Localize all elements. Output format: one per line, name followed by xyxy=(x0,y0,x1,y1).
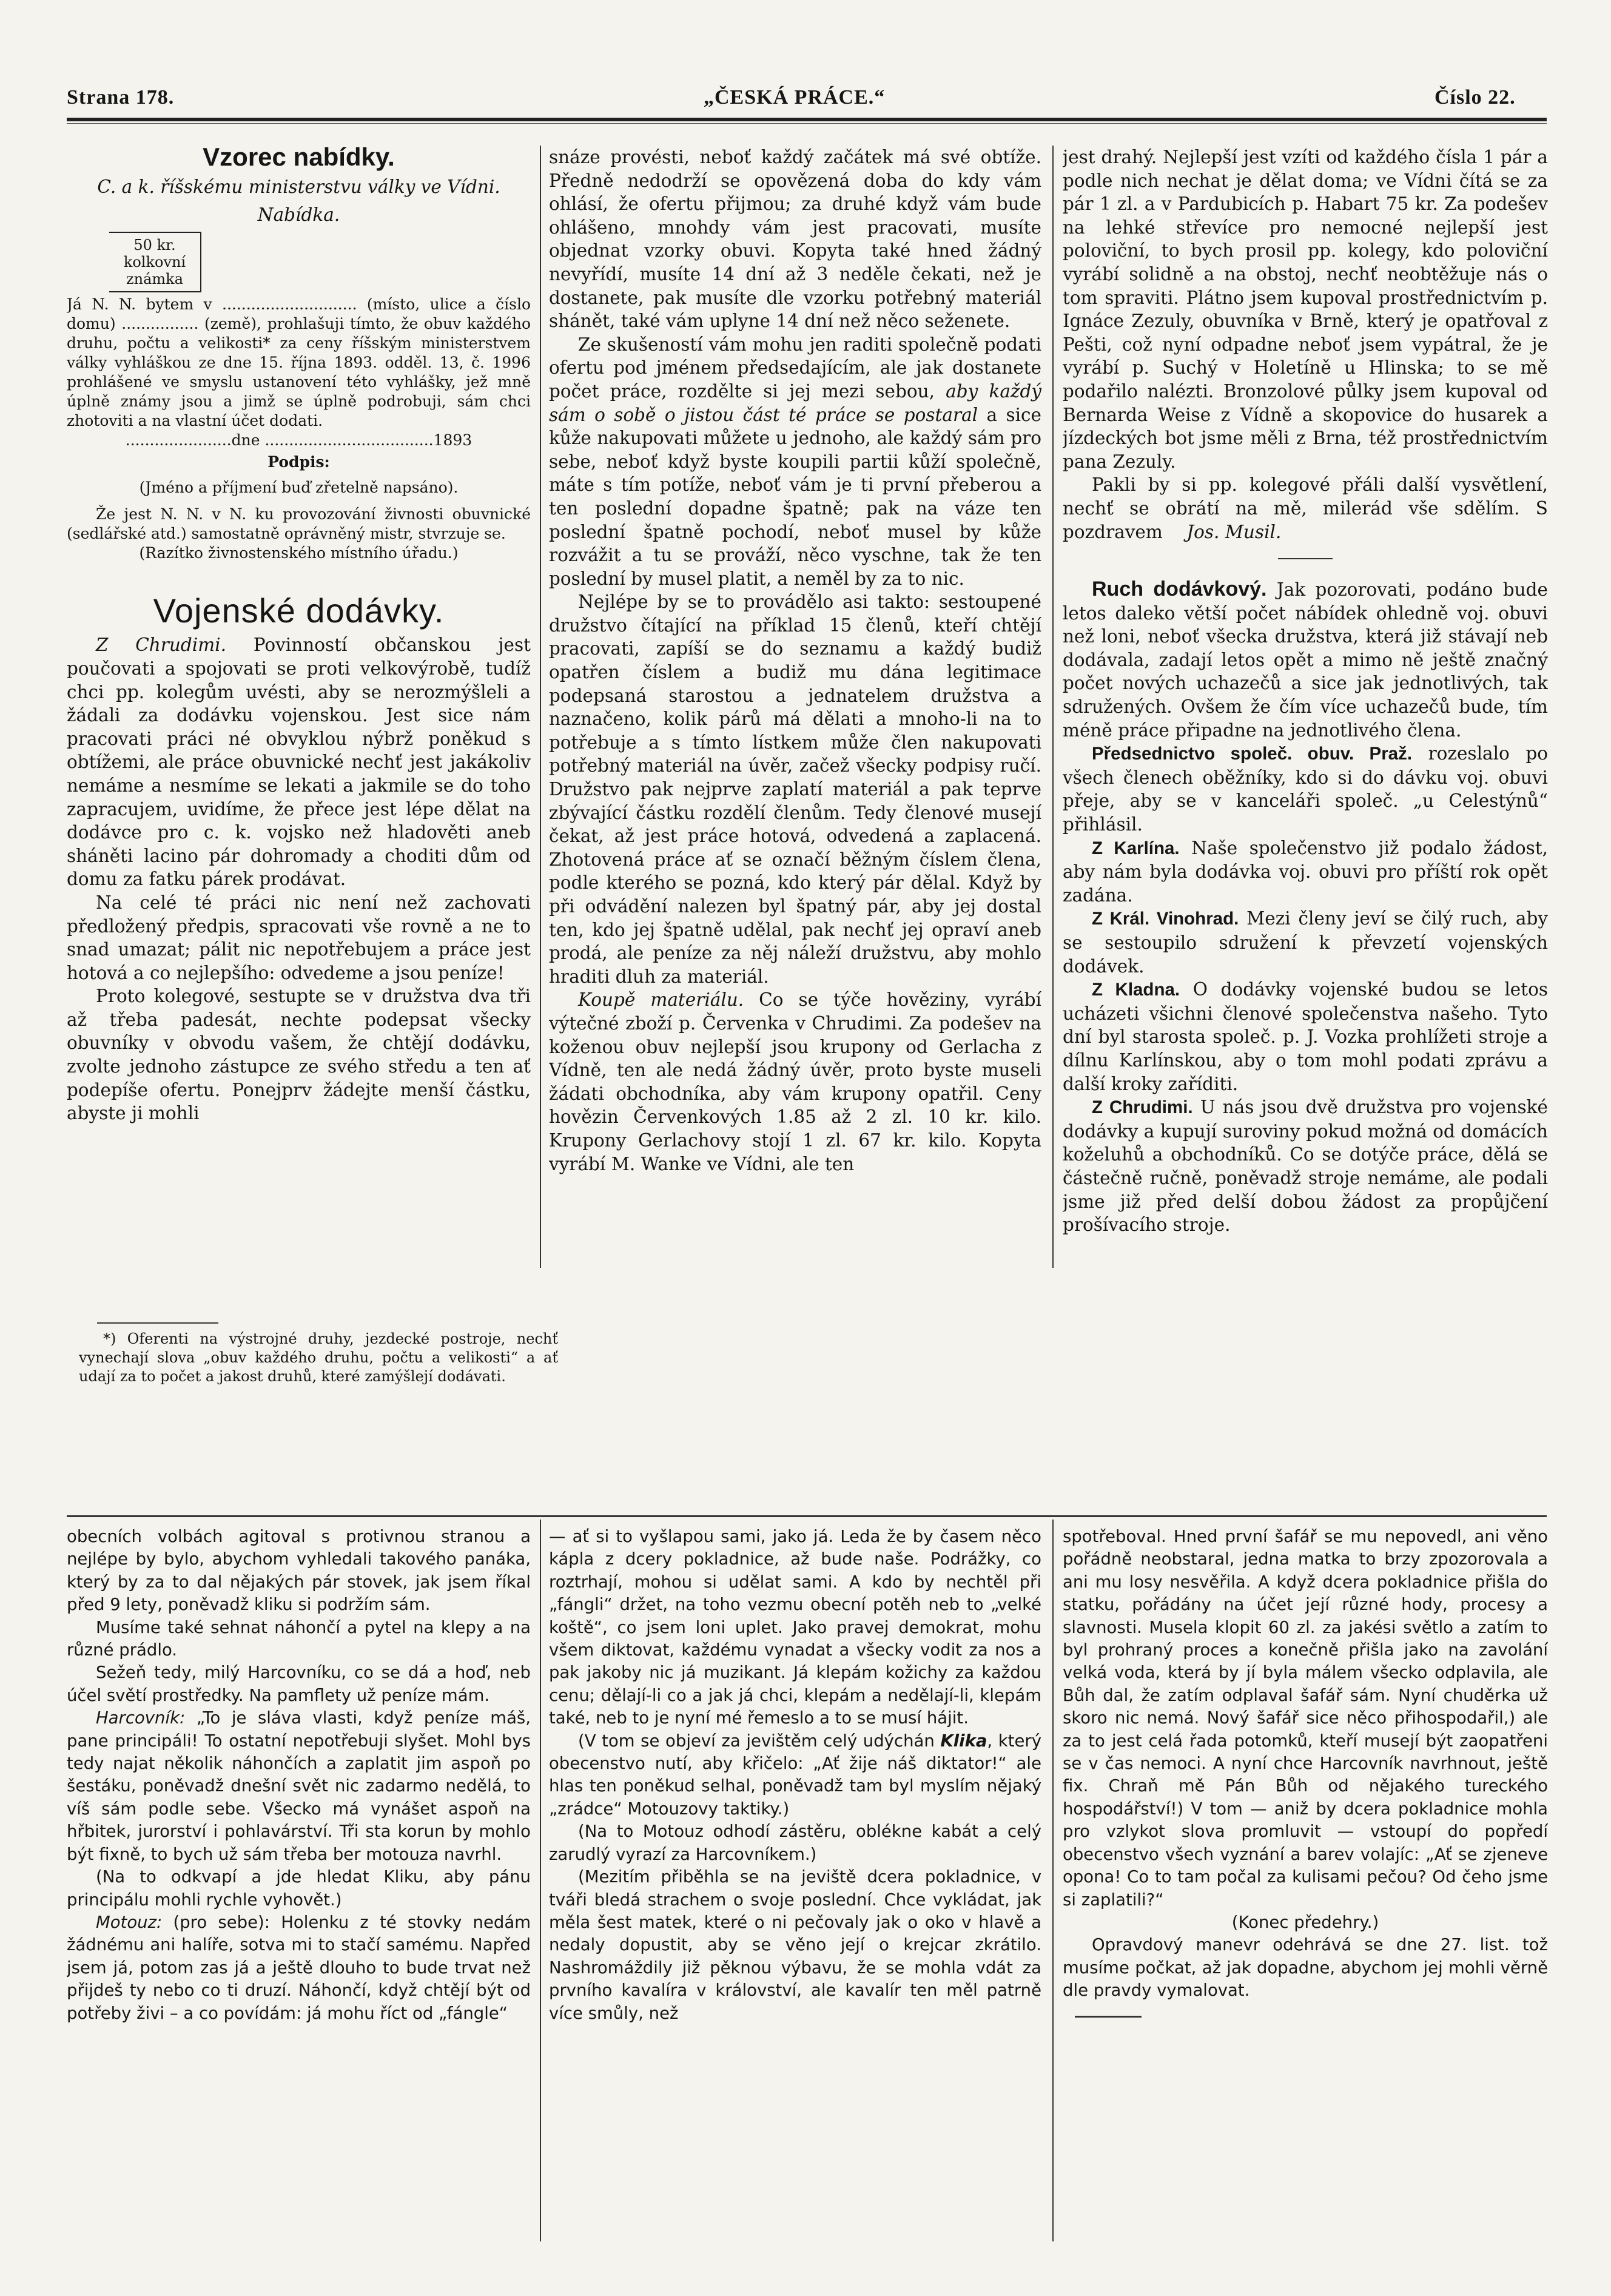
column-divider xyxy=(1052,1520,1054,2241)
column-divider xyxy=(1052,146,1054,1268)
story-paragraph: Opravdový manevr odehrává se dne 27. list. tož musíme počkat, až jak dopadne, abychom jej mohli věrně dle pravdy vymalovat. xyxy=(1063,1935,1548,2001)
article-paragraph: Na celé té práci nic není než zachovati předložený předpis, spracovati vše rovně a ne to snad umazat; pálit nic nepotřebujem a práce jest hotová a co nejlepšího: odvedeme a jsou peníze! xyxy=(67,892,531,983)
column-2 xyxy=(549,146,1041,1268)
dateline: Z Král. Vinohrad. xyxy=(1092,909,1239,929)
column-divider xyxy=(540,146,541,1268)
divider xyxy=(1278,558,1333,559)
story-paragraph xyxy=(67,1707,531,1866)
form-signature-note: (Jméno a příjmení buď zřetelně napsáno). xyxy=(139,478,459,496)
paragraph-text: „To je sláva vlasti, když peníze máš, pane principáli! To ostatní nepotřebuji slyšet. Mohl bys tedy najat několik náhončích a zaplatit jim aspoň po šestáku, poněvadž dnešní svět nic zadarmo nedělá, to víš sám podle sebe. Všecko má vynášet aspoň na hřbitek, jurorství i pohlavárství. Tři sta korun by mohlo být fixně, to bych už sám třeba ber motouza navrhl. xyxy=(67,1708,531,1864)
form-addressee: C. a k. říšskému ministerstvu války ve Vídni. xyxy=(97,176,500,197)
paragraph-text: U nás jsou dvě družstva pro vojenské dodávky a kupují suroviny pokud možná od domácích koželuhů a obchodníků. Co se dotýče práce, dělá se částečně ručně, poněvadž stroje nemáme, ale podali jsme již před delší dobou žádost za propůjčení prošívacího stroje. xyxy=(1063,1097,1548,1236)
section-heading: Vojenské dodávky. xyxy=(153,591,445,630)
end-rule xyxy=(1075,2016,1142,2018)
page-number: Strana 178. xyxy=(67,86,175,109)
lower-column-3 xyxy=(1063,1526,1548,2260)
paragraph-text: Co se týče hověziny, vyrábí výtečné zboží p. Červenka v Chrudimi. Za podešev na koženou obuv nejlepší jsou krupony od Gerlacha z Vídně, ten ale nedá žádný úvěr, proto byste museli žádati obchodníka, aby vám krupony opatřil. Ceny hovězin Červenkových 1.85 až 2 zl. 10 kr. kilo. Krupony Gerlachovy stojí 1 zl. 67 kr. kilo. Kopyta vyrábí M. Wanke ve Vídni, ale ten xyxy=(549,989,1041,1174)
header-rule-thin xyxy=(67,123,1547,124)
paragraph-text: Ze skušeností vám mohu jen raditi společně podati ofertu pod jménem předsedajícím, ale jak dostanete počet práce, rozdělte si jej mezi sebou, xyxy=(549,334,1041,402)
journal-title: „ČESKÁ PRÁCE.“ xyxy=(704,86,886,109)
lower-column-2 xyxy=(549,1526,1041,2260)
article-paragraph: Proto kolegové, sestupte se v družstva dva tři až třeba padesát, nechte podepsat všecky obuvníky v obvodu vašem, že chtějí dodávku, zvolte jednoho zástupce ze svého středu a ten ať podepíše ofertu. Ponejprv žádejte menší částku, abyste ji mohli xyxy=(67,986,531,1124)
article-paragraph xyxy=(549,333,1041,591)
subheading: Ruch dodávkový. xyxy=(1092,577,1267,601)
story-paragraph: obecních volbách agitoval s protivnou stranou a nejlépe by bylo, abychom vyhledali takového panáka, který by za to dal nějakých pár stovek, jak jsem říkal před 9 lety, poněvadž kliku si podržím sám. xyxy=(67,1527,531,1615)
article-paragraph xyxy=(1063,1096,1548,1237)
form-subtitle: Nabídka. xyxy=(257,204,340,226)
paragraph-text: rozeslalo po všech členech oběžníky, kdo si do dávku voj. obuvi přeje, aby se v kanceláři společ. „u Celestýnů“ přihlásil. xyxy=(1063,743,1548,835)
footnote xyxy=(79,1330,558,1386)
speaker: Harcovník: xyxy=(96,1708,186,1728)
paragraph-text: Jak pozorovati, podáno bude letos daleko větší počet nábídek ohledně voj. obuvi než loni, neboť všecka družstva, která již stávají neb dodávala, zadají letos opět a mimo ně ještě značný počet nových uchazečů a sice jak jednotlivých, tak sdružených. Ovšem že čím více uchazečů bude, tím méně práce připadne na jednotlivého člena. xyxy=(1063,579,1548,741)
paragraph-text: Povinností občanskou jest poučovati a spojovati se proti velkovýrobě, tudíž chci pp. kolegům uvésti, aby se nerozmýšleli a žádali za dodávku vojenskou. Jest sice nám pracovati práci né obvyklou nýbrž poněkud s obtížemi, ale práce obuvnické nechť jest jakákoliv nemáme a nesmíme se lekati a jakmile se do toho zapracujem, uvidíme, že přece jest lépe dělat na dodávce pro c. k. vojsko než hladověti aneb sháněti lacino pár dohromady a choditi dům od domu za fatku párek prodávat. xyxy=(67,635,531,890)
paragraph-text: O dodávky vojenské budou se letos ucházeti všichni členové společenstva našeho. Tyto dní byl starosta společ. p. J. Vozka prohlížeti stroje a dílnu Karlínskou, aby o tom mohl podati zprávu a další kroky zaříditi. xyxy=(1063,979,1548,1094)
stamp-label: kolkovní xyxy=(123,253,186,271)
stamp-box xyxy=(109,232,201,292)
emphasis: aby každý sám o sobě o jistou část té práce se postaral xyxy=(549,380,1041,425)
paragraph-text: (V tom se objeví za jevištěm celý udýchán xyxy=(578,1731,941,1751)
dateline: Z Karlína. xyxy=(1092,838,1180,858)
paragraph-text: Pakli by si pp. kolegové přáli další vysvětlení, nechť se obrátí na mě, milerád vše sdělím. S pozdravem xyxy=(1063,474,1548,542)
paragraph-text: (pro sebe): Holenku z té stovky nedám žádnému ani halíře, sotva mi to stačí samému. Napřed jsem já, potom zas já a ještě dlouho to bude trvat než přijdeš ty nebo co ti druzí. Náhončí, když chtějí být od potřeby živi – a co povídám: já mohu říct od „fángle“ xyxy=(67,1912,531,2023)
article-paragraph: snáze provésti, neboť každý začátek má své obtíže. Předně nedodrží se opovězená doba do kdy vám ohlásí, že ofertu přijmou; za druhé když vám bude ohlášeno, mnohdy vám jest pracovati, musíte objednat vzorky obuvi. Kopyta také hned žádný nevyřídí, musíte 14 dní až 3 neděle čekati, než je dostanete, pak musíte dle vzorku potřebný materiál shánět, také vám uplyne 14 dní než něco seženete. xyxy=(549,147,1041,332)
column-1 xyxy=(67,146,531,1316)
article-paragraph xyxy=(1063,742,1548,836)
column-3 xyxy=(1063,146,1548,1268)
form-certification: Že jest N. N. v N. ku provozování živnosti obuvnické (sedlářské atd.) samostatně oprávněný mistr, stvrzuje se. xyxy=(67,505,531,542)
column-divider xyxy=(540,1520,541,2241)
article-paragraph xyxy=(67,633,531,891)
dateline: Z Chrudimi. xyxy=(1092,1097,1193,1118)
article-paragraph xyxy=(1063,978,1548,1096)
article-paragraph xyxy=(549,988,1041,1176)
footnote-text: *) Oferenti na výstrojné druhy, jezdecké postroje, nechť vynechají slova „obuv každého druhu, počtu a velikosti“ a ať udají za to počet a jakost druhů, které zamýšlejí dodávati. xyxy=(79,1330,558,1385)
stamp-label: známka xyxy=(126,270,184,288)
article-paragraph xyxy=(1063,837,1548,907)
story-paragraph: spotřeboval. Hned první šafář se mu nepovedl, ani věno pořádně neobstaral, jedna matka to brzy zpozorovala a ani mu losy nesvěřila. A když dcera pokladnice přišla do statku, pořádány na účet její různé hody, procesy a slavnosti. Musela klopit 60 zl. za jakési světlo a zatím to byl prohraný proces a konečně přišla jako na zavolání velká voda, která by jí byla málem všecko odplavila, ale Bůh dal, že zatím odplaval šafář sám. Nyní chuděrka už skoro nic nemá. Nový šafář sice něco přihospodařil,) ale za to jest celá řada potomků, kteří musejí být zaopatřeni se v čas nemoci. A nyní chce Harcovník navrhnout, ještě fix. Chraň mě Pán Bůh od nějakého tureckého hospodářství!) V tom — aniž by dcera pokladnice mohla pro vzlykot slova promluvit — vstoupí do popředí obecenstvo všech vyznání a barev volajíc: „Ať se zjeneve opona! Co to tam počal za kulisami pečou? Od čeho jsme si zaplatili?“ xyxy=(1063,1527,1548,1910)
subheading: Koupě materiálu. xyxy=(578,989,744,1011)
speaker: Klika xyxy=(940,1731,987,1751)
paragraph-text: Mezi členy jeví se čilý ruch, aby se sestoupilo sdružení k převzetí vojenských dodávek. xyxy=(1063,908,1548,977)
story-paragraph xyxy=(67,1911,531,2025)
dateline: Z Chrudimi. xyxy=(96,635,226,656)
paragraph-text: , který obecenstvo nutí, aby křičelo: „Ať žije náš diktator!“ ale hlas ten poněkud selhal, poněvadž tam byl myslím nějaký „zrádce“ Motouzovy taktiky.) xyxy=(549,1731,1041,1819)
story-paragraph: — ať si to vyšlapou sami, jako já. Leda že by časem něco kápla z dcery pokladnice, až bude naše. Podrážky, co roztrhají, mohou si udělat sami. A kdo by nechtěl při „fángli“ držet, na toho vezmu obecní potěh neb to „velké koště“, co jsem loni uplet. Jako pravej demokrat, mohu všem diktovat, každému vynadat a všecky vodit za nos a pak jakoby nic já muzikant. Já klepám kožichy za každou cenu; dělají-li co a jak já chci, klepám a nedělají-li, klepám také, neb to je nyní mé řemeslo a to se musí hájit. xyxy=(549,1527,1041,1728)
footnote-rule xyxy=(97,1322,218,1324)
article-paragraph xyxy=(1063,907,1548,978)
story-paragraph xyxy=(549,1730,1041,1821)
dateline: Z Kladna. xyxy=(1092,980,1180,1000)
form-seal-note: (Razítko živnostenského místního úřadu.) xyxy=(139,544,459,562)
form-title: Vzorec nabídky. xyxy=(203,146,395,171)
header-rule xyxy=(67,118,1547,121)
form-date-line: ......................dne ...................................1893 xyxy=(125,431,473,449)
issue-number: Číslo 22. xyxy=(1434,86,1516,109)
article-paragraph xyxy=(1063,473,1548,544)
story-end: (Konec předehry.) xyxy=(1231,1912,1379,1932)
article-paragraph xyxy=(1063,577,1548,742)
article-paragraph: jest drahý. Nejlepší jest vzíti od každého čísla 1 pár a podle nich nechat je dělat doma; ve Vídni čítá se za pár 1 zl. a v Pardubicích p. Habart 75 kr. Za podešev na lehké střevíce pro nemocné nejlepší jest poloviční, to bych prosil pp. kolegy, kdo poloviční vyrábí solidně a na obstoj, nechť neobtěžuje nás o tom spraviti. Plátno jsem kupoval prostřednictvím p. Ignáce Zezuly, obuvníka v Brně, který je opatřoval z Pešti, což nyní odpadne neboť jsem vypátral, že je vyrábí p. Suchý v Holetíně u Hlinska; to se mě podařilo nalézti. Bronzolové půlky jsem kupoval od Bernarda Weise z Vídně a skopovice do husarek a jízdeckých bot jsme měli z Brna, též prostřednictvím pana Zezuly. xyxy=(1063,147,1548,472)
story-paragraph: Sežeň tedy, milý Harcovníku, co se dá a hoď, neb účel světí prostředky. Na pamflety už peníze mám. xyxy=(67,1663,531,1705)
signature: Jos. Musil. xyxy=(1186,521,1282,542)
story-paragraph: (Na to Motouz odhodí zástěru, oblékne kabát a celý zarudlý vyrazí za Harcovníkem.) xyxy=(549,1822,1041,1864)
article-paragraph: Nejlépe by se to provádělo asi takto: sestoupené družstvo čítající na příklad 15 členů, kteří chtějí pracovati, zapíší se do seznamu a každý budiž opatřen číslem a budiž mu dána legitimace podepsaná starostou a jednatelem družstva a naznačeno, kolik párů má dělati a mnoho-li na to potřebuje a s tímto lístkem může člen nakupovati potřebný materiál na úvěr, začež všecky podpisy ručí. Družstvo pak nejprve zaplatí materiál a pak teprve zbývající částku rozdělí členům. Tedy členové musejí čekat, až jest práce hotová, odvedená a zaplacená. Zhotovená práce ať se označí běžným číslem člena, podle kterého se pozná, kdo který pár dělal. Když by při odvádění nalezen byl špatný pár, aby jej dostal ten, kdo jej špatně udělal, pak nechť jej opraví aneb prodá, ale peníze za něj náleží družstvu, aby mohlo hraditi dluh za materiál. xyxy=(549,591,1041,987)
form-signature-label: Podpis: xyxy=(267,453,330,471)
speaker: Motouz: xyxy=(96,1912,163,1932)
paragraph-text: a sice kůže nakupovati můžete u jednoho, ale každý sám pro sebe, neboť když byste koupili partii kůží společně, máte s tím potíže, neboť vám je ti první přeberou a ten poslední dopadne špatně; pak na váze ten poslední špatně pochodí, neboť musel by kůže rozvážit a tu se prováží, něco vyschne, tak že ten poslední by musel platit, a neměl by za to nic. xyxy=(549,404,1041,589)
section-rule xyxy=(67,1515,1547,1517)
paragraph-text: Naše společenstvo již podalo žádost, aby nám byla dodávka voj. obuvi pro příští rok opět zadána. xyxy=(1063,837,1548,906)
form-text: Já N. N. bytem v ............................ (místo, ulice a číslo domu) ................ (země), prohlašuji tímto, že obuv každého druhu, počtu a velikosti* za ceny říšským ministerstvem války vyhláškou ze dne 15. října 1893. odděl. 13, č. 1996 prohlášené ve smyslu ustanovení této vyhlášky, jež mně úplně známy jsou a jimž se úplně podrobuji, sám chci zhotoviti a na vlastní účet dodati. xyxy=(67,295,531,429)
story-paragraph: (Mezitím přiběhla se na jeviště dcera pokladnice, v tváři bledá strachem o svoje poslední. Chce vykládat, jak měla šest matek, které o ni pečovaly jak o oko v hlavě a nedaly dopustit, aby se věno její o krejcar zkrátilo. Nashromáždily již pěknou výbavu, že se mohla vdát za prvního kavalíra v království, ale kavalír ten měl patrně více smůly, než xyxy=(549,1867,1041,2023)
dateline: Předsednictvo společ. obuv. Praž. xyxy=(1092,744,1413,764)
story-paragraph: (Na to odkvapí a jde hledat Kliku, aby pánu principálu mohli rychle vyhovět.) xyxy=(67,1867,531,1910)
stamp-value: 50 kr. xyxy=(133,236,176,254)
lower-column-1 xyxy=(67,1526,531,2260)
story-paragraph: Musíme také sehnat náhončí a pytel na klepy a na různé prádlo. xyxy=(67,1617,531,1660)
